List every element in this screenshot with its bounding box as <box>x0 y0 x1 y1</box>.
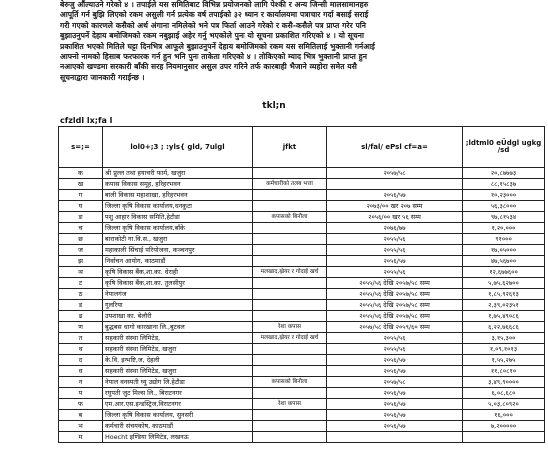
dues-table <box>58 126 545 443</box>
table-header-row <box>59 127 545 168</box>
table-heading: tkl;n <box>262 101 286 111</box>
row-purpose <box>253 168 327 179</box>
row-name: सहकारी संस्था लिमिटेड, खजुरा <box>103 366 253 377</box>
row-name: नेपाल वनस्पती घ्यु उद्योग लि.हेटौडा <box>103 377 253 388</box>
row-serial: ज <box>59 245 103 256</box>
row-amount: ११,८०८१० <box>463 366 545 377</box>
row-purpose <box>253 311 327 322</box>
table-row <box>59 355 545 366</box>
row-amount: ८८,१५८३७ <box>463 179 545 190</box>
row-name: कृषि विकास बैंक,शा.का. तुलसीपुर <box>103 278 253 289</box>
table-row <box>59 399 545 410</box>
row-amount: १,५५,२७५ <box>463 355 545 366</box>
row-amount: ३,४९,९०००० <box>463 377 545 388</box>
row-amount: ६,२२,७६६८६ <box>463 322 545 333</box>
row-name: पशु आहार विकास समिति,हेटौडा <box>103 212 253 223</box>
row-year: २०५७/५८ देखि २०५९/६० सम्म <box>327 322 463 333</box>
header-serial: s=;= <box>59 127 103 168</box>
table-row <box>59 388 545 399</box>
row-amount <box>463 432 545 443</box>
row-year: २०५६/०० खर ५६ सम्म <box>327 212 463 223</box>
table-row <box>59 223 545 234</box>
row-name: नेपालगंज <box>103 289 253 300</box>
row-purpose <box>253 201 327 212</box>
row-name: Hoecht इण्डिया लिमिटेड, लखनऊ <box>103 432 253 443</box>
paragraph-line: नआएको खण्डमा सरकारी बाँकी सरह नियमानुसार असुल उपर गरिने तर्फ कारबाही भैजाने व्यहोरा समेत यसै <box>60 62 357 72</box>
row-purpose <box>253 234 327 245</box>
row-name: एम.आर.एस.इन्डस्ट्रिज,विराटनगर <box>103 399 253 410</box>
table-row <box>59 344 545 355</box>
row-serial: ण <box>59 322 103 333</box>
table-row <box>59 333 545 344</box>
row-purpose <box>253 388 327 399</box>
table-row <box>59 212 545 223</box>
paragraph-line: आपूर्ति गर्न बुझि लिएको रकम असुली गर्न प्रत्येक वर्ष तपाईको ३२ ध्यान र कार्यालयमा पत्राचार गर्दा बसाई सराई <box>60 10 369 20</box>
row-purpose <box>253 421 327 432</box>
table-row <box>59 179 545 190</box>
row-amount: ६,०८,६८० <box>463 388 545 399</box>
table-row <box>59 300 545 311</box>
row-year: २०५६/५७ <box>327 190 463 201</box>
row-serial: त <box>59 333 103 344</box>
row-amount: १,८५,९२६१३ <box>463 289 545 300</box>
row-name: सहकारी संस्था लिमिटेड, <box>103 333 253 344</box>
row-amount: ५,७५,६२७०० <box>463 278 545 289</box>
row-purpose: कपासको बिनौला <box>253 377 327 388</box>
row-amount: ९१००० <box>463 234 545 245</box>
table-row <box>59 410 545 421</box>
row-name: श्री प्रुल्ल तथा हयाचरी फार्म, खजुरा <box>103 168 253 179</box>
header-year: sl/fal/ ePsl cf=a= <box>327 127 463 168</box>
row-serial: ङ <box>59 212 103 223</box>
table-row <box>59 366 545 377</box>
row-serial: ध <box>59 366 103 377</box>
table-body <box>59 168 545 443</box>
row-serial: ड <box>59 300 103 311</box>
row-purpose <box>253 289 327 300</box>
row-name: उपशाखा का. बेलौरी <box>103 311 253 322</box>
row-serial: ब <box>59 410 103 421</box>
row-year: २०५५/५६ <box>327 267 463 278</box>
row-year: २०५७/५८ <box>327 377 463 388</box>
table-row <box>59 377 545 388</box>
table-row <box>59 168 545 179</box>
row-year: २०५६/५७ <box>327 421 463 432</box>
row-purpose <box>253 366 327 377</box>
row-purpose <box>253 410 327 421</box>
row-amount: ५,०३,८०९२० <box>463 399 545 410</box>
row-serial: ढ <box>59 311 103 322</box>
paragraph-line: बेरुजु औंल्याउने गरेको ४ । तपाईले यस समितिबाट विभिन्न प्रयोजनको लागि पेश्की र अन्य जिन्सी मालसामानहरु <box>60 0 369 9</box>
row-year: २०५६/५७ <box>327 366 463 377</box>
row-name: बाराकोटी गा.वि.स., खजुरा <box>103 234 253 245</box>
row-year <box>327 432 463 443</box>
row-name: रघुपती जुट मिल्स लि., बिराटनगर <box>103 388 253 399</box>
row-year: २०५५/५६ <box>327 333 463 344</box>
paragraph-line: प्रकाशित भएको मितिले घट्टा दिनभित्र आफूले बुझाउनुपर्ने देहाय बमोजिमको रकम यस समितिलाई भुक्तानी गर्नआई <box>60 41 375 51</box>
notice-paragraph <box>60 0 542 83</box>
row-year: २०५६/५७ <box>327 399 463 410</box>
row-purpose: कपासको बिनौला <box>253 212 327 223</box>
row-purpose <box>253 256 327 267</box>
row-serial: फ <box>59 399 103 410</box>
table-row <box>59 201 545 212</box>
row-amount: ९७,८१५३४ <box>463 212 545 223</box>
row-amount: ५६,३८००० <box>463 201 545 212</box>
row-name: गुलरिया <box>103 300 253 311</box>
table-row <box>59 421 545 432</box>
row-purpose <box>253 344 327 355</box>
row-amount: ४७,५६७०० <box>463 256 545 267</box>
row-year: २०५६/५७ <box>327 410 463 421</box>
row-serial: घ <box>59 201 103 212</box>
row-serial: थ <box>59 344 103 355</box>
row-purpose <box>253 278 327 289</box>
row-year: २०५६/५७ <box>327 388 463 399</box>
row-amount: २,३९,०२३५१ <box>463 300 545 311</box>
row-serial: म <box>59 432 103 443</box>
header-purpose: jfkt <box>253 127 327 168</box>
table-subheading: cfzldl lx;fa l <box>60 116 113 125</box>
row-purpose <box>253 432 327 443</box>
row-purpose: मलखाद,ख्रेयर र गोदाई खर्च <box>253 267 327 278</box>
row-year: २०५५/५६ <box>327 344 463 355</box>
table-row <box>59 267 545 278</box>
row-name: जिल्ला कृषि विकास कार्यालय, सुनसरी <box>103 410 253 421</box>
row-name: जिल्ला कृषि विकास कार्यालय,बाँके <box>103 223 253 234</box>
table-row <box>59 234 545 245</box>
table-row <box>59 432 545 443</box>
row-amount: ७,२००००० <box>463 421 545 432</box>
table-row <box>59 256 545 267</box>
row-purpose <box>253 223 327 234</box>
paragraph-line: बुझाउनुपर्ने देहाय बमोजिमको रकम नबुझाई अहेर गर्नु भएकोले पुनः यो सूचना प्रकाशित गरिएको ४ । यो सूचना <box>60 31 364 41</box>
header-name: lol0+;3 ; :yls{ gld, 7ulgl <box>103 127 253 168</box>
row-year: २०५६/५७ <box>327 355 463 366</box>
row-amount: १६,००० <box>463 410 545 421</box>
row-name: बुद्धबस धागो कारखाना लि.,बुटवल <box>103 322 253 333</box>
paragraph-line: गरी गएको कारणले कसैको अर्थ अंगाना नमिलेको भने पत्र फिर्ता आउने गरेको र कसै-कसैले पत्र प्राप्त गरेर पनि <box>60 20 367 30</box>
row-serial: ठ <box>59 289 103 300</box>
row-year: २०५६/५७ <box>327 256 463 267</box>
row-name: बाली विकास महाशाखा, हरिहरभवन <box>103 190 253 201</box>
row-amount: १,०९,१०१३ <box>463 344 545 355</box>
row-name: के.वि. इन्भष्टि,ज, देहली <box>103 355 253 366</box>
row-name: महाकाली सिंचाई परियोजना, कञ्चनपुर <box>103 245 253 256</box>
row-serial: प <box>59 388 103 399</box>
row-year: २०५५/५६ देखि २०५७/५८ सम्म <box>327 289 463 300</box>
row-year: २०५५/५६ <box>327 245 463 256</box>
row-name: निर्वाचन आयोग, काठमाडौं <box>103 256 253 267</box>
row-year: २०५५/५६ देखि २०५७/५८ सम्म <box>327 311 463 322</box>
row-purpose: कर्मचारीको तलब भत्ता <box>253 179 327 190</box>
row-purpose: मलखाद,ख्रेयर र गोदाई खर्च <box>253 333 327 344</box>
row-purpose <box>253 245 327 256</box>
row-serial: छ <box>59 234 103 245</box>
paragraph-line: आफ्नो नामको हिसाब फरफारक गर्न हुन भनि पुनः ताकेता गरिएको ४ । तोकिएको म्याद भित्र भुक्तानी प्राप्त हुन <box>60 52 367 62</box>
row-year: २०५५/५६ <box>327 234 463 245</box>
row-serial: क <box>59 168 103 179</box>
row-serial: द <box>59 355 103 366</box>
header-amount: ;ldtml0 eÜdgl ugkg /sd <box>463 127 545 168</box>
table-row <box>59 289 545 300</box>
row-purpose <box>253 355 327 366</box>
row-serial: च <box>59 223 103 234</box>
table-row <box>59 245 545 256</box>
row-year: २०५५/५६ देखि २०५७/५८ सम्म <box>327 278 463 289</box>
row-amount: १०,२३००० <box>463 190 545 201</box>
row-serial: भ <box>59 421 103 432</box>
row-serial: ख <box>59 179 103 190</box>
row-serial: ञ <box>59 267 103 278</box>
paragraph-line: सूचनाद्वारा जानकारी गराईन्छ । <box>60 72 145 82</box>
row-serial: ग <box>59 190 103 201</box>
row-amount: ३,१५,३०० <box>463 333 545 344</box>
row-year: २०५५/५६ देखि २०५७/५८ सम्म <box>327 300 463 311</box>
row-amount: १७,०५००० <box>463 245 545 256</box>
row-purpose: रेशा कपास <box>253 322 327 333</box>
row-year <box>327 179 463 190</box>
table-row <box>59 190 545 201</box>
row-amount: १२,६७७६०० <box>463 267 545 278</box>
row-serial: न <box>59 377 103 388</box>
row-purpose: रेशा कपास <box>253 399 327 410</box>
table-row <box>59 311 545 322</box>
row-name: कपास विकास समूह, हरिहरभवन <box>103 179 253 190</box>
table-row <box>59 278 545 289</box>
row-purpose <box>253 300 327 311</box>
row-amount: १,७५,४९०८६ <box>463 311 545 322</box>
row-name: सहकारी संस्था लिमिटेड, खजुरा <box>103 344 253 355</box>
row-amount: २०,८७७७३ <box>463 168 545 179</box>
row-year: २०७६/७७ <box>327 223 463 234</box>
row-serial: ट <box>59 278 103 289</box>
row-year: २०५७/५८ <box>327 168 463 179</box>
row-name: कर्मचारी संचयकोष, काठमाडौं <box>103 421 253 432</box>
table-row <box>59 322 545 333</box>
row-purpose <box>253 190 327 201</box>
row-serial: झ <box>59 256 103 267</box>
row-name: जिल्ला कृषि विकास कार्यालय,धनकुटा <box>103 201 253 212</box>
row-year: २०७३/०० खर २०७ सम्म <box>327 201 463 212</box>
row-name: कृषि विकास बैंक,शा.का. धेराही <box>103 267 253 278</box>
row-amount: १,२०,००० <box>463 223 545 234</box>
